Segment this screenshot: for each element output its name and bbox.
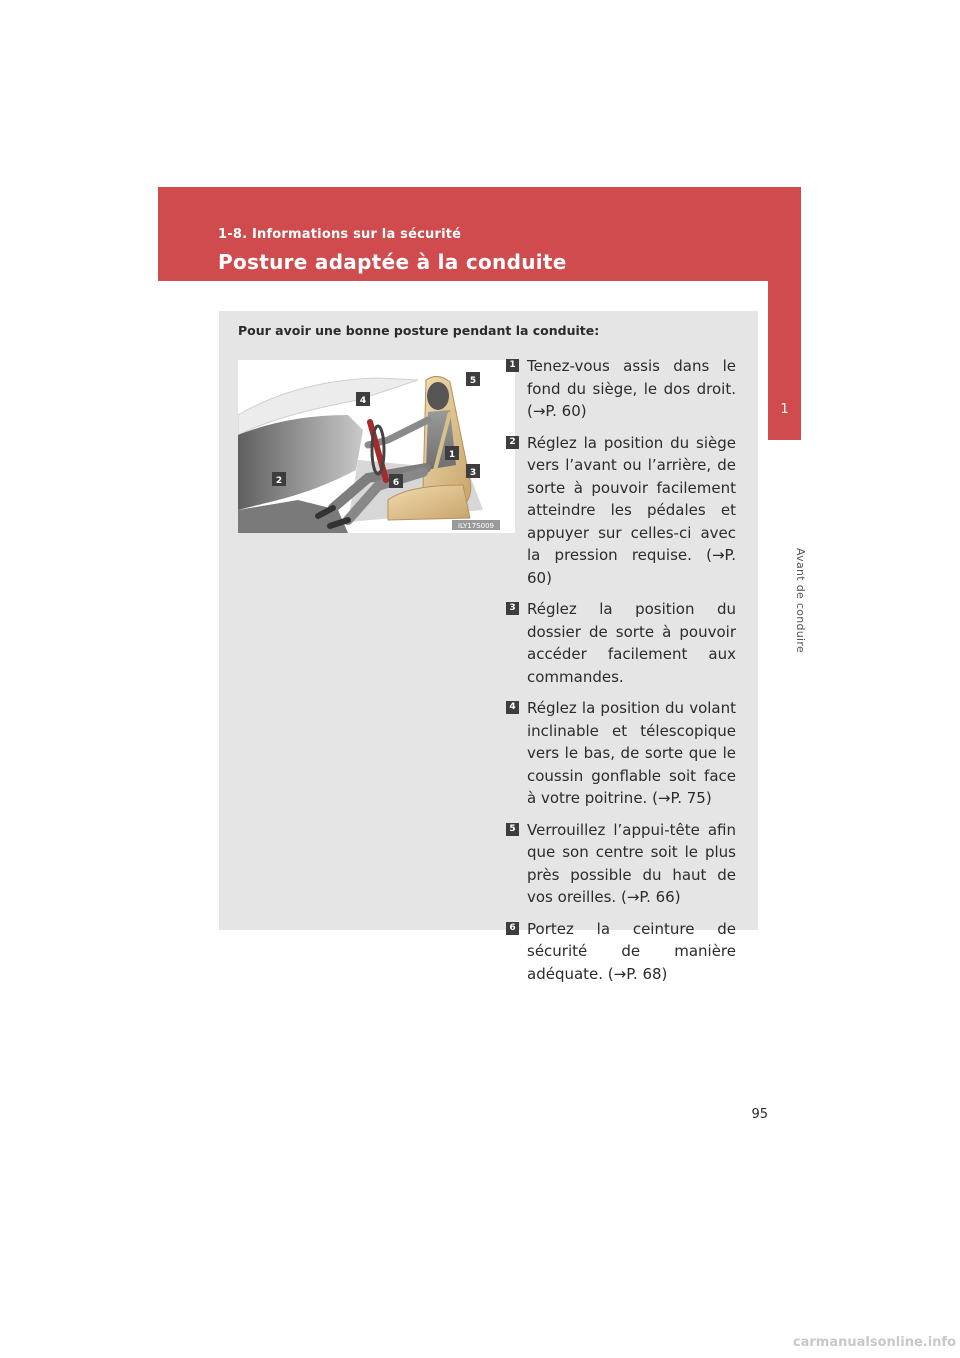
list-item: [506, 355, 736, 423]
page-title: Posture adaptée à la conduite: [218, 250, 567, 274]
list-item: [506, 598, 736, 688]
chapter-number: 1: [780, 402, 789, 417]
chapter-header: [158, 187, 800, 281]
number-marker-6: 6: [506, 922, 519, 935]
instruction-text: Verrouillez l’appui-tête afin que son centre soit le plus près possible du haut de vos oreilles. (→P. 66): [527, 820, 736, 906]
instruction-text: Portez la ceinture de sécurité de manière adéquate. (→P. 68): [527, 919, 736, 983]
page-number: 95: [751, 1107, 768, 1122]
number-marker-2: 2: [506, 436, 519, 449]
section-label: 1-8. Informations sur la sécurité: [218, 227, 462, 242]
chapter-side-tab[interactable]: [768, 187, 801, 440]
chapter-label: Avant de conduire: [794, 548, 807, 654]
driving-posture-illustration: [238, 360, 515, 533]
driving-posture-drawing: [238, 360, 515, 533]
illustration-code: ILY17S009: [457, 522, 495, 530]
site-watermark: carmanualsonline.info: [792, 1335, 956, 1350]
number-marker-5: 5: [506, 823, 519, 836]
instruction-text: Réglez la position du siège vers l’avant ou l’arrière, de sorte à pouvoir facilement atteindre les pédales et appuyer sur celles-ci avec la pression requise. (→P. 60): [527, 433, 736, 587]
number-marker-4: 4: [506, 701, 519, 714]
svg-text:4: 4: [359, 396, 367, 406]
svg-text:5: 5: [469, 376, 477, 386]
list-item: [506, 697, 736, 810]
svg-text:3: 3: [469, 468, 477, 478]
instruction-text: Tenez-vous assis dans le fond du siège, le dos droit. (→P. 60): [527, 357, 736, 420]
list-item: [506, 432, 736, 590]
posture-instructions-list: [506, 355, 736, 994]
content-panel: [219, 311, 758, 983]
svg-text:2: 2: [275, 476, 283, 486]
instruction-text: Réglez la position du dossier de sorte à pouvoir accéder facilement aux commandes.: [527, 600, 736, 686]
svg-text:6: 6: [392, 478, 400, 488]
intro-text: Pour avoir une bonne posture pendant la conduite:: [238, 323, 600, 338]
list-item: [506, 819, 736, 909]
number-marker-3: 3: [506, 602, 519, 615]
svg-text:1: 1: [448, 450, 456, 460]
instruction-text: Réglez la position du volant inclinable et télescopique vers le bas, de sorte que le coussin gonflable soit face à votre poitrine. (→P. 75): [527, 699, 736, 807]
list-item: [506, 918, 736, 986]
number-marker-1: 1: [506, 359, 519, 372]
